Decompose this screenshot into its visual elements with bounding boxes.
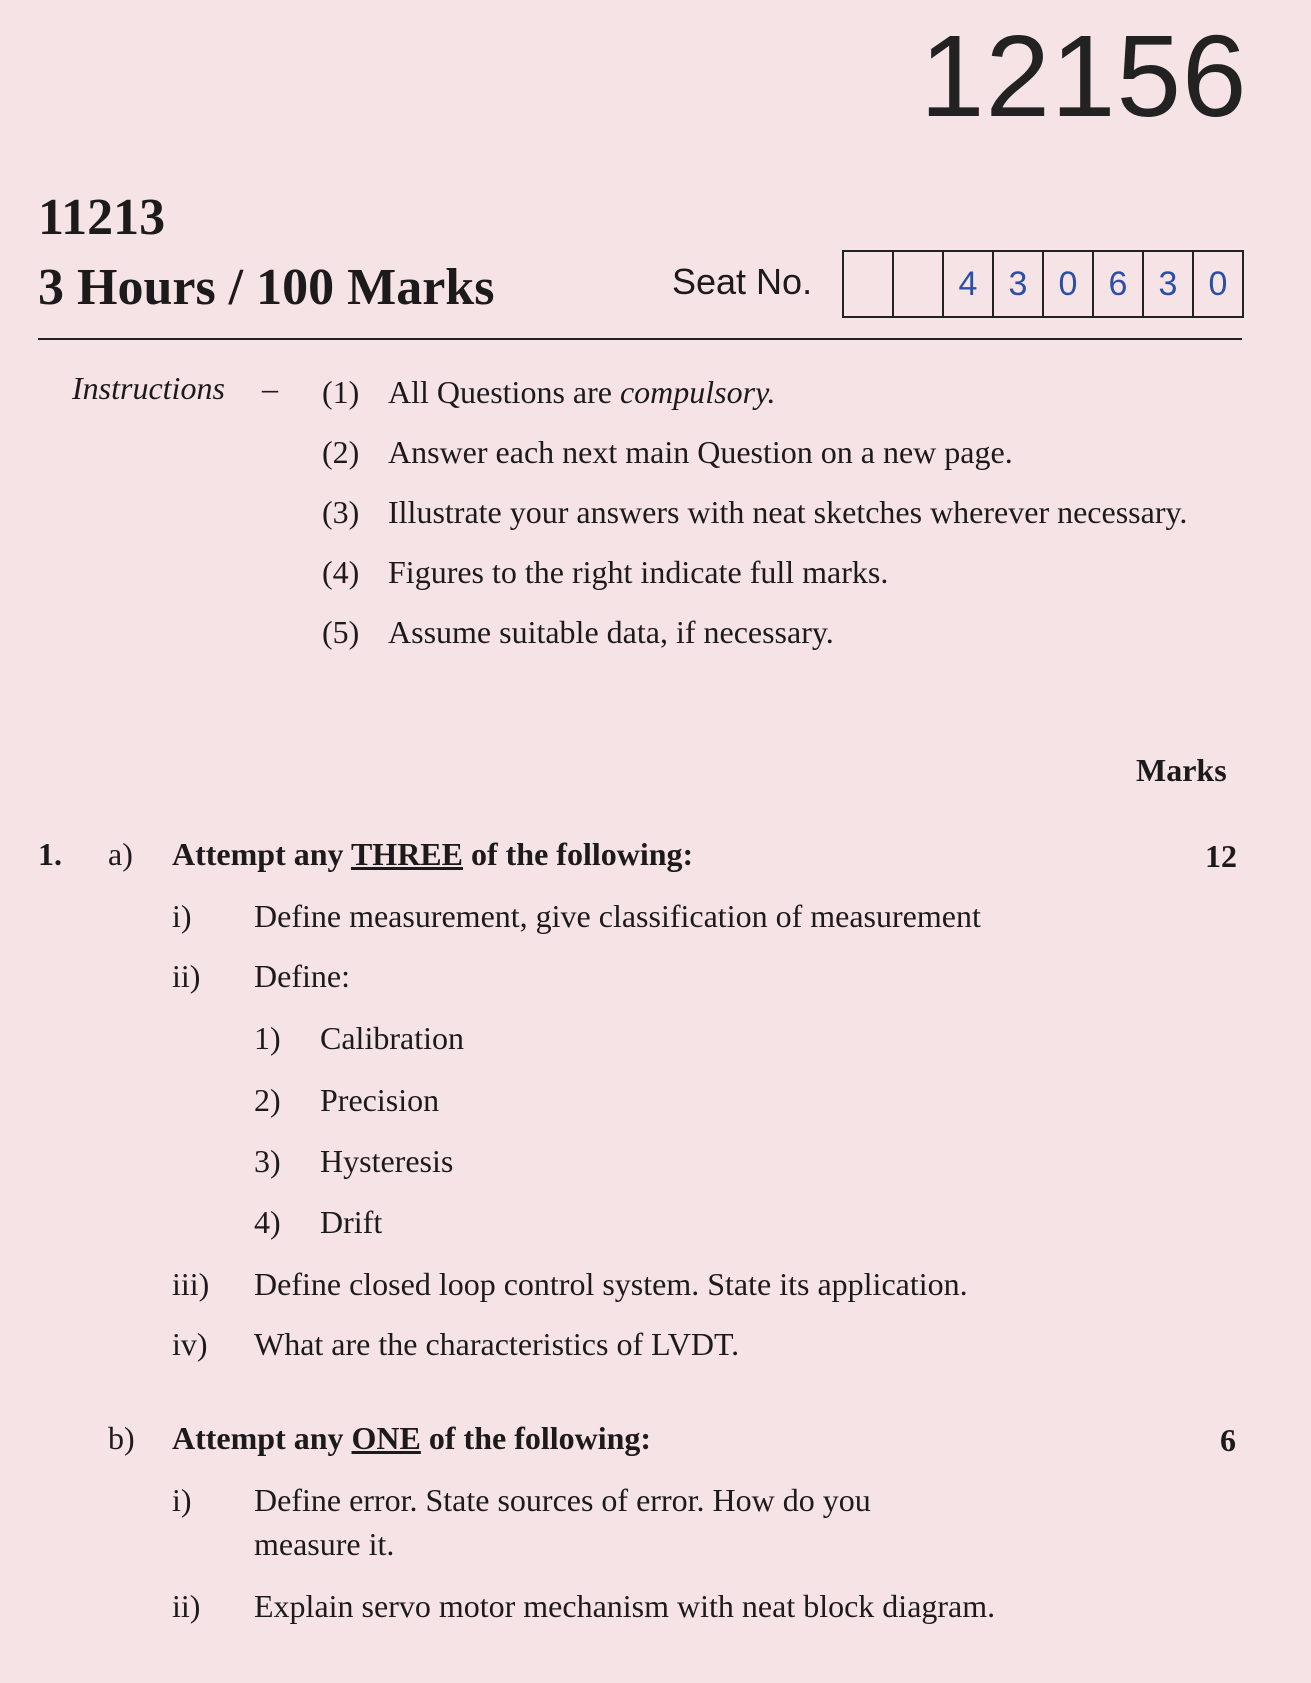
sub-item-number: 4) [254,1204,281,1240]
sub-item-text: Calibration [320,1020,464,1056]
part-label: a) [108,836,133,872]
instruction-number: (3) [322,494,360,530]
item-text: What are the characteristics of LVDT. [254,1326,740,1362]
instruction-item [322,430,1192,474]
instruction-emphasis: compulsory. [619,374,776,410]
heading-text: of the following: [420,1420,652,1456]
instruction-text: Illustrate your answers with neat sketches wherever necessary. [388,494,1188,530]
instructions-label: Instructions [72,370,225,406]
sub-item-text: Drift [320,1204,383,1240]
heading-text: Attempt any [172,836,351,872]
seat-digit-box: 3 [1144,252,1194,316]
seat-digit-box: 0 [1208,264,1228,303]
seat-digit-box: 6 [1094,252,1144,316]
instruction-text: Assume suitable data, if necessary. [388,614,834,650]
item-number: i) [172,1482,192,1518]
item-text: Define error. State sources of error. How do you [254,1482,871,1518]
question-number: 1. [38,836,62,872]
seat-digit-box: 3 [994,252,1044,316]
seat-number-label: Seat No. [672,261,813,302]
instruction-text: All Questions are [388,374,620,410]
part-a-heading [172,838,693,870]
duration-marks: 3 Hours / 100 Marks [38,259,495,316]
instruction-number: (1) [322,374,360,410]
instructions-dash: – [262,370,278,406]
instruction-number: (4) [322,554,360,590]
item-number: iv) [172,1326,208,1362]
part-b-marks: 6 [1220,1422,1236,1458]
instruction-number: (2) [322,434,360,470]
heading-keyword: THREE [350,836,463,872]
paper-code: 12156 [920,11,1248,141]
instruction-item [322,370,1192,414]
sub-item-number: 3) [254,1143,281,1179]
instruction-text: Answer each next main Question on a new page. [388,434,1013,470]
heading-keyword: ONE [351,1420,421,1456]
seat-digit-box: 4 [944,252,994,316]
subject-code: 11213 [38,189,166,246]
item-text: Define: [254,958,350,994]
item-text: Define measurement, give classification of measurement [254,898,981,934]
sub-item-text: Precision [320,1082,440,1118]
instruction-number: (5) [322,614,360,650]
sub-item-number: 1) [254,1020,281,1056]
instruction-item [322,610,1192,654]
item-number: ii) [172,1588,201,1624]
seat-digit-box [844,252,894,316]
item-number: i) [172,898,192,934]
instruction-item [322,550,1192,594]
part-a-marks: 12 [1205,838,1237,874]
header-divider [38,338,1242,340]
item-text: Explain servo motor mechanism with neat block diagram. [254,1588,996,1624]
seat-digit-box [894,252,944,316]
instruction-item [322,490,1192,534]
sub-item-number: 2) [254,1082,281,1118]
seat-digit-box: 0 [1044,252,1094,316]
part-label: b) [108,1420,135,1456]
instructions-list [322,370,1192,670]
heading-text: of the following: [462,836,694,872]
item-text-continued: measure it. [254,1526,395,1562]
item-number: iii) [172,1266,210,1302]
sub-item-text: Hysteresis [320,1143,454,1179]
heading-text: Attempt any [172,1420,352,1456]
item-text: Define closed loop control system. State its application. [254,1266,968,1302]
seat-number-boxes [842,250,1244,318]
part-b-heading [172,1422,651,1454]
item-number: ii) [172,958,201,994]
marks-column-heading: Marks [1136,752,1227,788]
instruction-text: Figures to the right indicate full marks. [388,554,889,590]
